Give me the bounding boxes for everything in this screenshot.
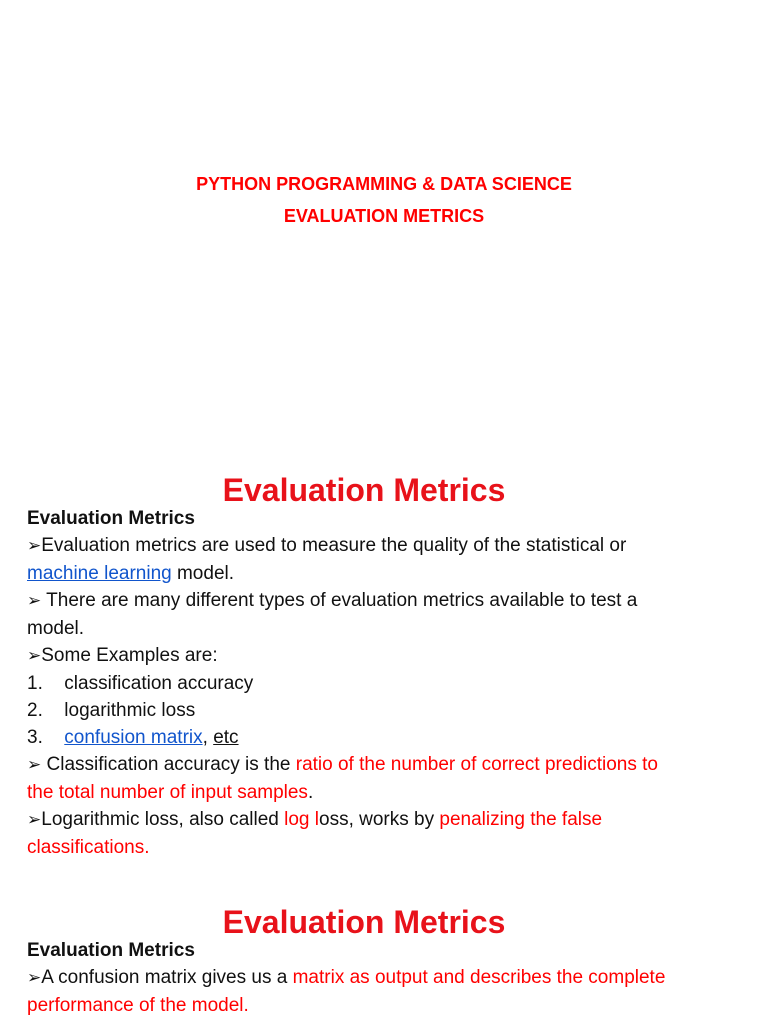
bullet-accuracy-cont: the total number of input samples. bbox=[27, 782, 314, 803]
slide-body bbox=[27, 505, 747, 861]
bullet-types: ➢ There are many different types of evaluation metrics available to test a bbox=[27, 590, 638, 611]
etc-link[interactable]: etc bbox=[213, 727, 239, 748]
list-item: 1. classification accuracy bbox=[27, 673, 254, 694]
slide-heading: Evaluation Metrics bbox=[222, 472, 506, 508]
arrow-bullet-icon: ➢ bbox=[27, 646, 42, 666]
bullet-confusion: ➢A confusion matrix gives us a matrix as output and describes the complete bbox=[27, 967, 666, 988]
arrow-bullet-icon: ➢ bbox=[27, 810, 42, 830]
topic-title: EVALUATION METRICS bbox=[283, 206, 485, 226]
machine-learning-link[interactable]: machine learning bbox=[27, 563, 172, 584]
bullet-accuracy: ➢ Classification accuracy is the ratio of the number of correct predictions to bbox=[27, 754, 658, 775]
bullet-definition: ➢Evaluation metrics are used to measure the quality of the statistical or bbox=[27, 535, 627, 556]
list-item: 3. confusion matrix, etc bbox=[27, 727, 239, 748]
bullet-logloss-cont: classifications. bbox=[27, 837, 150, 858]
bullet-types-cont: model. bbox=[27, 618, 85, 639]
slide-subheading: Evaluation Metrics bbox=[27, 508, 195, 529]
bullet-logloss: ➢Logarithmic loss, also called log loss, works by penalizing the false bbox=[27, 809, 603, 830]
course-title: PYTHON PROGRAMMING & DATA SCIENCE bbox=[196, 174, 572, 194]
bullet-confusion-cont: performance of the model. bbox=[27, 995, 249, 1016]
slide-subheading: Evaluation Metrics bbox=[27, 940, 195, 961]
slide-body bbox=[27, 937, 747, 1019]
slide-heading: Evaluation Metrics bbox=[222, 904, 506, 940]
confusion-matrix-link[interactable]: confusion matrix bbox=[64, 727, 203, 748]
bullet-examples: ➢Some Examples are: bbox=[27, 645, 218, 666]
arrow-bullet-icon: ➢ bbox=[27, 591, 42, 611]
arrow-bullet-icon: ➢ bbox=[27, 968, 42, 988]
arrow-bullet-icon: ➢ bbox=[27, 536, 42, 556]
bullet-definition-cont: machine learning model. bbox=[27, 563, 235, 584]
arrow-bullet-icon: ➢ bbox=[27, 755, 42, 775]
title-header bbox=[0, 168, 768, 232]
list-item: 2. logarithmic loss bbox=[27, 700, 196, 721]
